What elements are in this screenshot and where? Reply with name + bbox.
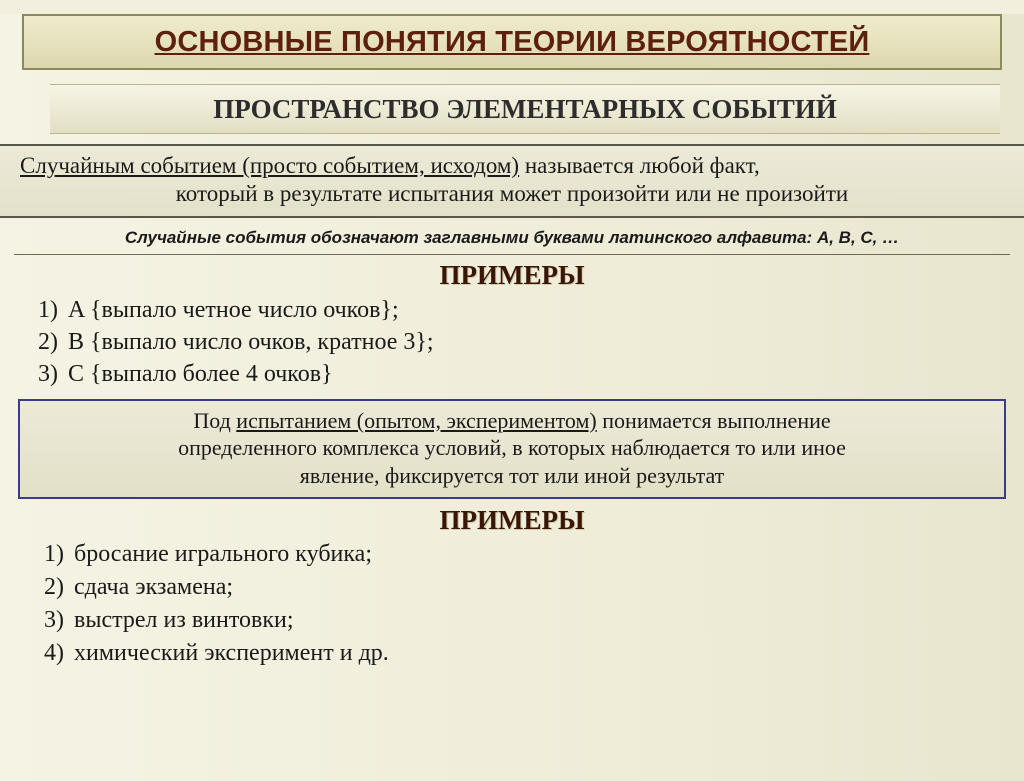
boxed-definition-line-1 [32, 407, 992, 435]
slide-title-bar [22, 14, 1002, 70]
list-item-label: сдача экзамена; [74, 574, 234, 601]
boxed-definition-line-2: определенного комплекса условий, в которых наблюдается то или иное [178, 435, 846, 461]
examples-list-2 [0, 538, 1024, 670]
list-item [44, 538, 1024, 571]
list-item-label: C {выпало более 4 очков} [68, 360, 333, 387]
boxed-definition-prefix: Под [193, 407, 237, 433]
boxed-definition-line-3: явление, фиксируется тот или иной результат [299, 462, 725, 488]
list-item-label: A {выпало четное число очков}; [68, 297, 399, 324]
list-item-number: 2) [44, 574, 64, 601]
boxed-definition [18, 399, 1006, 500]
definition-term: Случайным событием (просто событием, исходом) [20, 153, 520, 178]
list-item-label: химический эксперимент и др. [74, 639, 389, 666]
list-item-label: выстрел из винтовки; [74, 607, 294, 634]
list-item [44, 604, 1024, 637]
definition-line-2: который в результате испытания может произойти или не произойти [175, 181, 849, 207]
list-item [38, 359, 1024, 391]
slide-root [0, 14, 1024, 781]
definition-line-1-rest: называется любой факт, [519, 153, 760, 178]
list-item-label: B {выпало число очков, кратное 3}; [68, 329, 434, 355]
list-item [44, 571, 1024, 604]
section-subtitle: ПРОСТРАНСТВО ЭЛЕМЕНТАРНЫХ СОБЫТИЙ [213, 93, 837, 124]
definition-band [0, 144, 1024, 218]
examples-heading-2: ПРИМЕРЫ [439, 505, 585, 536]
list-item [38, 295, 1024, 327]
examples-heading-1: ПРИМЕРЫ [439, 260, 585, 291]
definition-line-1 [16, 152, 1008, 180]
page-title: ОСНОВНЫЕ ПОНЯТИЯ ТЕОРИИ ВЕРОЯТНОСТЕЙ [154, 25, 870, 58]
list-item-number: 1) [44, 541, 64, 568]
list-item-number: 2) [38, 329, 58, 355]
boxed-definition-term: испытанием (опытом, экспериментом) [236, 407, 597, 433]
slide-subtitle-bar [50, 84, 1000, 134]
list-item-number: 3) [44, 607, 64, 634]
list-item [44, 637, 1024, 670]
boxed-definition-suffix: понимается выполнение [596, 407, 831, 433]
list-item-label: бросание игрального кубика; [74, 541, 372, 568]
list-item-number: 3) [38, 360, 58, 387]
list-item-number: 4) [44, 639, 64, 666]
list-item [38, 327, 1024, 359]
list-item-number: 1) [38, 297, 58, 324]
examples-list-1 [0, 295, 1024, 391]
notation-note: Случайные события обозначают заглавными буквами латинского алфавита: A, B, C, … [14, 228, 1010, 255]
